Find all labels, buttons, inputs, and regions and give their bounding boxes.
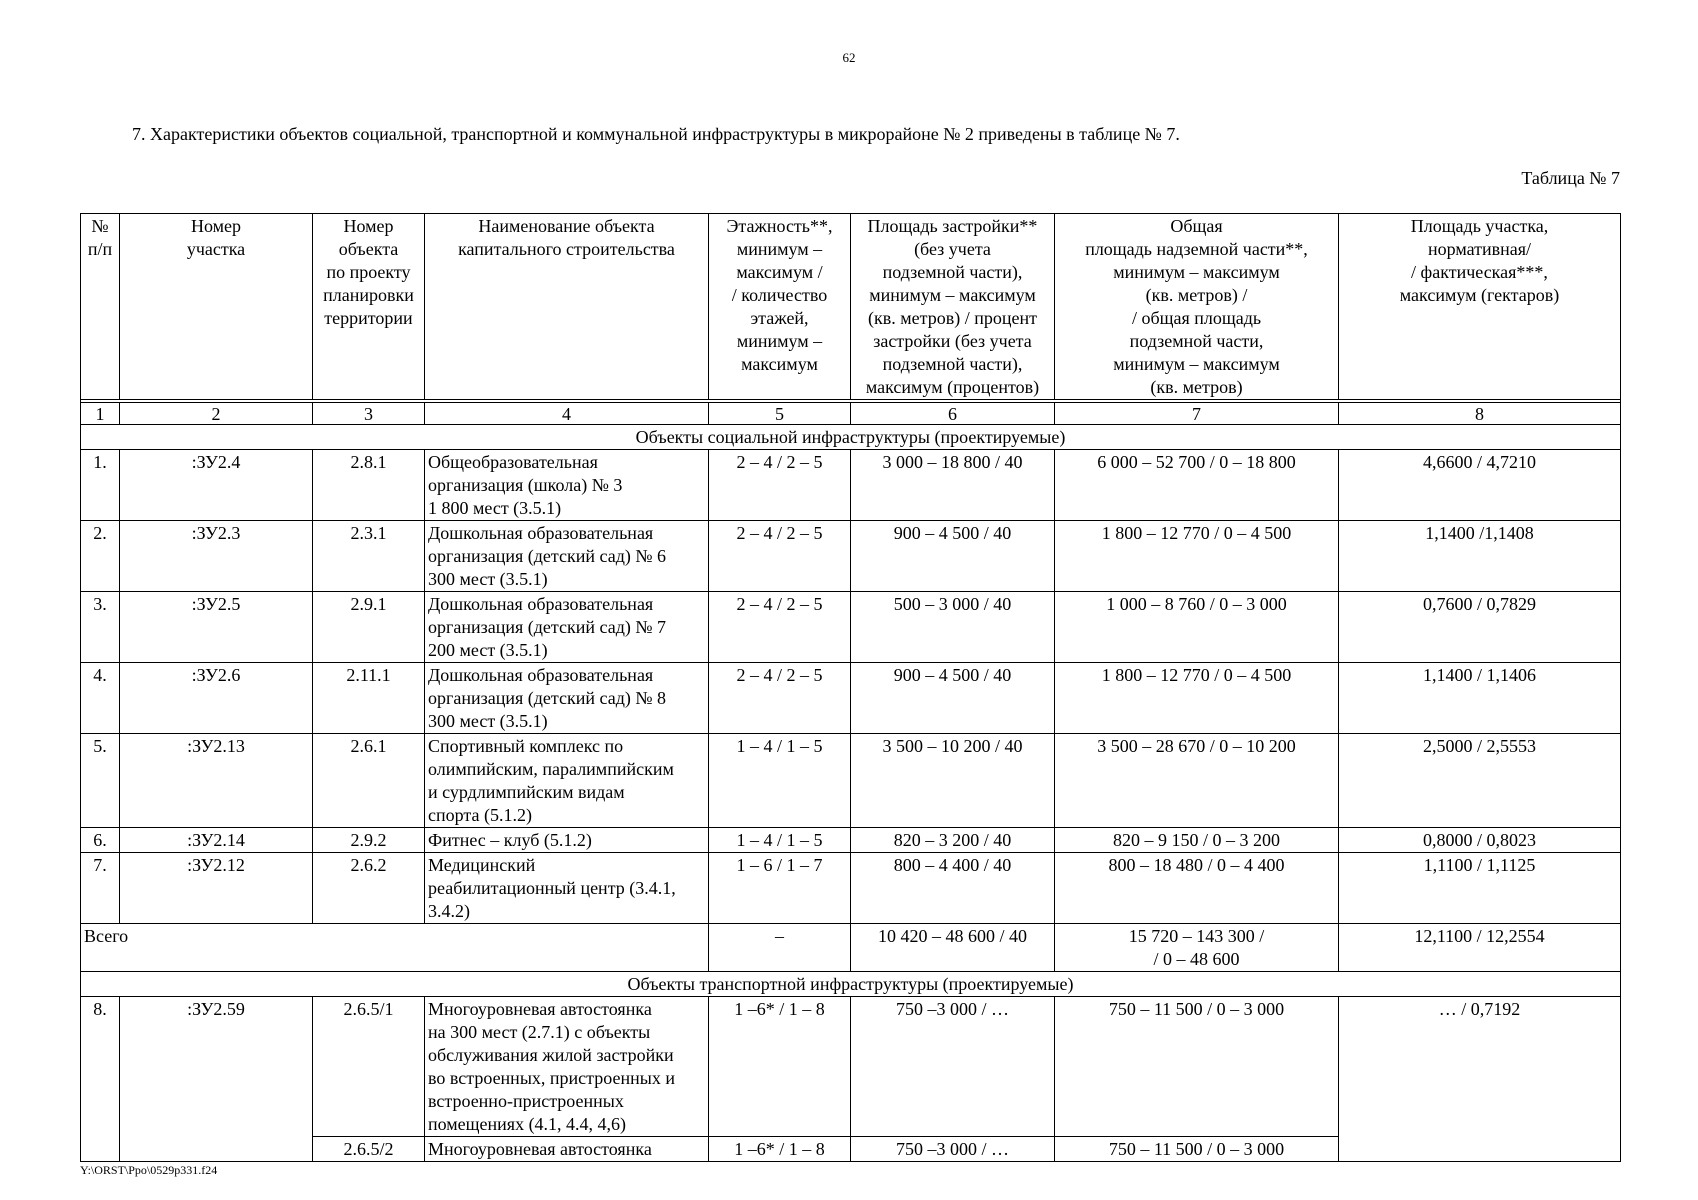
plot-number: :ЗУ2.6 xyxy=(120,663,313,734)
object-number: 2.6.5/2 xyxy=(313,1137,425,1162)
header-cell-built-area-line: максимум (процентов) xyxy=(865,377,1040,397)
site-area-value: 0,8000 / 0,8023 xyxy=(1339,828,1621,853)
header-cell-name-line: Наименование объекта xyxy=(478,216,655,236)
floors-value: 1 – 4 / 1 – 5 xyxy=(709,828,851,853)
floors-value: 2 – 4 / 2 – 5 xyxy=(709,592,851,663)
site-area-value: 2,5000 / 2,5553 xyxy=(1339,734,1621,828)
plot-number: :ЗУ2.5 xyxy=(120,592,313,663)
total-area-value: 1 800 – 12 770 / 0 – 4 500 xyxy=(1055,521,1339,592)
object-name-line: Фитнес – клуб (5.1.2) xyxy=(428,830,592,850)
section-title-social: Объекты социальной инфраструктуры (проектируемые) xyxy=(81,425,1621,450)
row-number: 3. xyxy=(81,592,120,663)
page-number: 62 xyxy=(842,50,856,65)
floors-value: 1 –6* / 1 – 8 xyxy=(709,1137,851,1162)
header-cell-object-line: Номер xyxy=(343,216,394,236)
floors-value: 2 – 4 / 2 – 5 xyxy=(709,521,851,592)
header-cell-object-line: объекта xyxy=(338,239,399,259)
built-area-value: 500 – 3 000 / 40 xyxy=(851,592,1055,663)
built-area-value: 3 000 – 18 800 / 40 xyxy=(851,450,1055,521)
header-cell-floors-line: минимум – xyxy=(736,239,823,259)
table-row xyxy=(81,450,1621,521)
header-cell-object xyxy=(313,214,425,400)
row-number: 4. xyxy=(81,663,120,734)
total-built-area: 10 420 – 48 600 / 40 xyxy=(851,924,1055,972)
built-area-value: 900 – 4 500 / 40 xyxy=(851,521,1055,592)
column-number: 2 xyxy=(120,403,313,425)
header-cell-built-area-line: подземной части), xyxy=(882,262,1023,282)
plot-number: :ЗУ2.3 xyxy=(120,521,313,592)
plot-number: :ЗУ2.59 xyxy=(120,997,313,1162)
site-area-value: 1,1400 / 1,1406 xyxy=(1339,663,1621,734)
header-cell-name xyxy=(425,214,709,400)
header-cell-built-area-line: Площадь застройки** xyxy=(867,216,1038,236)
column-number: 5 xyxy=(709,403,851,425)
header-cell-site-area-line: максимум (гектаров) xyxy=(1399,285,1560,305)
column-number: 6 xyxy=(851,403,1055,425)
header-cell-floors-line: / количество xyxy=(731,285,828,305)
header-cell-built-area-line: (кв. метров) / процент xyxy=(868,308,1037,328)
total-area-value: 3 500 – 28 670 / 0 – 10 200 xyxy=(1055,734,1339,828)
site-area-value: 0,7600 / 0,7829 xyxy=(1339,592,1621,663)
header-cell-total-area-line: (кв. метров) xyxy=(1150,377,1243,397)
plot-number: :ЗУ2.12 xyxy=(120,853,313,924)
row-number: 2. xyxy=(81,521,120,592)
object-name-line: и сурдлимпийским видам xyxy=(428,782,625,802)
row-number: 7. xyxy=(81,853,120,924)
table-caption: Таблица № 7 xyxy=(1521,168,1620,188)
built-area-value: 750 –3 000 / … xyxy=(851,997,1055,1137)
site-area-value: 1,1400 /1,1408 xyxy=(1339,521,1621,592)
header-cell-plot xyxy=(120,214,313,400)
object-name xyxy=(425,734,709,828)
header-cell-site-area-line: / фактическая***, xyxy=(1411,262,1548,282)
header-cell-total-area-line: площадь надземной части**, xyxy=(1085,239,1308,259)
header-row xyxy=(81,214,1621,400)
header-cell-total-area-line: / общая площадь xyxy=(1131,308,1262,328)
built-area-value: 3 500 – 10 200 / 40 xyxy=(851,734,1055,828)
floors-value: 1 – 6 / 1 – 7 xyxy=(709,853,851,924)
table-row xyxy=(81,828,1621,853)
object-name xyxy=(425,521,709,592)
object-name-line: организация (детский сад) № 6 xyxy=(428,546,667,566)
object-name xyxy=(425,1137,709,1162)
section-row-transport xyxy=(81,972,1621,997)
header-cell-total-area xyxy=(1055,214,1339,400)
object-name xyxy=(425,663,709,734)
header-cell-built-area-line: (без учета xyxy=(914,239,991,259)
plot-number: :ЗУ2.14 xyxy=(120,828,313,853)
file-path-footer: Y:\ORST\Ppo\0529p331.f24 xyxy=(80,1163,218,1177)
infrastructure-table xyxy=(80,213,1621,1162)
object-name-line: встроенно-пристроенных xyxy=(428,1091,624,1111)
header-cell-floors xyxy=(709,214,851,400)
row-number: 6. xyxy=(81,828,120,853)
object-name-line: организация (школа) № 3 xyxy=(428,475,623,495)
total-area-line: 15 720 – 143 300 / xyxy=(1128,926,1265,946)
object-name-line: Многоуровневая автостоянка xyxy=(428,999,652,1019)
total-floors: – xyxy=(709,924,851,972)
total-area-value: 1 000 – 8 760 / 0 – 3 000 xyxy=(1055,592,1339,663)
total-row xyxy=(81,924,1621,972)
header-cell-total-area-line: минимум – максимум xyxy=(1113,354,1280,374)
header-cell-floors-line: максимум / xyxy=(736,262,823,282)
object-name-line: Медицинский xyxy=(428,855,536,875)
header-cell-object-line: планировки xyxy=(323,285,414,305)
header-cell-site-area-line: Площадь участка, xyxy=(1410,216,1549,236)
object-name-line: Дошкольная образовательная xyxy=(428,594,654,614)
total-site-area: 12,1100 / 12,2554 xyxy=(1339,924,1621,972)
object-name xyxy=(425,450,709,521)
header-cell-plot-line: Номер xyxy=(190,216,242,236)
object-name-line: обслуживания жилой застройки xyxy=(428,1045,674,1065)
site-area-value: 1,1100 / 1,1125 xyxy=(1339,853,1621,924)
total-area xyxy=(1055,924,1339,972)
object-name-line: Многоуровневая автостоянка xyxy=(428,1139,652,1159)
section-title-transport: Объекты транспортной инфраструктуры (проектируемые) xyxy=(81,972,1621,997)
header-cell-built-area-line: минимум – максимум xyxy=(869,285,1036,305)
object-number: 2.8.1 xyxy=(313,450,425,521)
table-row xyxy=(81,734,1621,828)
object-name-line: реабилитационный центр (3.4.1, xyxy=(428,878,676,898)
floors-value: 1 – 4 / 1 – 5 xyxy=(709,734,851,828)
header-cell-built-area-line: подземной части), xyxy=(882,354,1023,374)
header-cell-floors-line: максимум xyxy=(741,354,818,374)
total-area-value: 750 – 11 500 / 0 – 3 000 xyxy=(1055,997,1339,1137)
floors-value: 1 –6* / 1 – 8 xyxy=(709,997,851,1137)
section-row-social xyxy=(81,425,1621,450)
table-row xyxy=(81,592,1621,663)
built-area-value: 750 –3 000 / … xyxy=(851,1137,1055,1162)
header-cell-site-area-line: нормативная/ xyxy=(1427,239,1532,259)
object-name-line: организация (детский сад) № 7 xyxy=(428,617,667,637)
total-label: Всего xyxy=(81,924,709,972)
table-row xyxy=(81,853,1621,924)
object-name-line: олимпийским, паралимпийским xyxy=(428,759,674,779)
plot-number: :ЗУ2.4 xyxy=(120,450,313,521)
row-number: 8. xyxy=(81,997,120,1162)
header-cell-floors-line: этажей, xyxy=(750,308,809,328)
header-cell-floors-line: Этажность**, xyxy=(726,216,833,236)
column-number: 8 xyxy=(1339,403,1621,425)
column-number: 4 xyxy=(425,403,709,425)
floors-value: 2 – 4 / 2 – 5 xyxy=(709,450,851,521)
built-area-value: 900 – 4 500 / 40 xyxy=(851,663,1055,734)
object-name-line: Дошкольная образовательная xyxy=(428,523,654,543)
object-name xyxy=(425,828,709,853)
header-cell-name-line: капитального строительства xyxy=(458,239,675,259)
header-cell-total-area-line: Общая xyxy=(1170,216,1223,236)
object-name-line: во встроенных, пристроенных и xyxy=(428,1068,675,1088)
object-number: 2.6.2 xyxy=(313,853,425,924)
object-name-line: 3.4.2) xyxy=(428,901,470,921)
built-area-value: 800 – 4 400 / 40 xyxy=(851,853,1055,924)
object-number: 2.9.1 xyxy=(313,592,425,663)
plot-number: :ЗУ2.13 xyxy=(120,734,313,828)
header-cell-built-area xyxy=(851,214,1055,400)
table-row xyxy=(81,663,1621,734)
total-area-value: 820 – 9 150 / 0 – 3 200 xyxy=(1055,828,1339,853)
header-cell-number xyxy=(81,214,120,400)
object-name xyxy=(425,592,709,663)
header-cell-total-area-line: подземной части, xyxy=(1129,331,1264,351)
header-cell-total-area-line: минимум – максимум xyxy=(1113,262,1280,282)
total-area-value: 1 800 – 12 770 / 0 – 4 500 xyxy=(1055,663,1339,734)
object-name-line: Общеобразовательная xyxy=(428,452,598,472)
header-cell-object-line: территории xyxy=(324,308,413,328)
header-cell-object-line: по проекту xyxy=(326,262,411,282)
table-row xyxy=(81,997,1621,1137)
column-number: 3 xyxy=(313,403,425,425)
object-number: 2.6.5/1 xyxy=(313,997,425,1137)
total-area-value: 6 000 – 52 700 / 0 – 18 800 xyxy=(1055,450,1339,521)
object-number: 2.11.1 xyxy=(313,663,425,734)
floors-value: 2 – 4 / 2 – 5 xyxy=(709,663,851,734)
column-number: 1 xyxy=(81,403,120,425)
total-area-value: 750 – 11 500 / 0 – 3 000 xyxy=(1055,1137,1339,1162)
intro-paragraph: 7. Характеристики объектов социальной, транспортной и коммунальной инфраструктуры в микрорайоне № 2 приведены в таблице № 7. xyxy=(132,124,1180,144)
table-row xyxy=(81,521,1621,592)
object-name-line: на 300 мест (2.7.1) с объекты xyxy=(428,1022,651,1042)
object-name-line: помещениях (4.1, 4.4, 4,6) xyxy=(428,1114,627,1134)
object-name-line: Дошкольная образовательная xyxy=(428,665,654,685)
object-number: 2.9.2 xyxy=(313,828,425,853)
row-number: 5. xyxy=(81,734,120,828)
header-cell-total-area-line: (кв. метров) / xyxy=(1145,285,1248,305)
header-cell-number-line: п/п xyxy=(87,239,113,259)
object-name-line: организация (детский сад) № 8 xyxy=(428,688,667,708)
column-number-row xyxy=(81,403,1621,425)
object-name-line: 300 мест (3.5.1) xyxy=(428,569,548,589)
object-name-line: 1 800 мест (3.5.1) xyxy=(428,498,562,518)
object-name-line: 300 мест (3.5.1) xyxy=(428,711,548,731)
object-name-line: Спортивный комплекс по xyxy=(428,736,624,756)
column-number: 7 xyxy=(1055,403,1339,425)
built-area-value: 820 – 3 200 / 40 xyxy=(851,828,1055,853)
header-cell-number-line: № xyxy=(91,216,109,236)
site-area-value: 4,6600 / 4,7210 xyxy=(1339,450,1621,521)
total-area-value: 800 – 18 480 / 0 – 4 400 xyxy=(1055,853,1339,924)
object-number: 2.6.1 xyxy=(313,734,425,828)
header-cell-plot-line: участка xyxy=(186,239,246,259)
header-cell-built-area-line: застройки (без учета xyxy=(873,331,1032,351)
object-number: 2.3.1 xyxy=(313,521,425,592)
header-cell-site-area xyxy=(1339,214,1621,400)
object-name-line: спорта (5.1.2) xyxy=(428,805,532,825)
header-cell-floors-line: минимум – xyxy=(736,331,823,351)
object-name xyxy=(425,997,709,1137)
object-name-line: 200 мест (3.5.1) xyxy=(428,640,548,660)
object-name xyxy=(425,853,709,924)
site-area-value: … / 0,7192 xyxy=(1339,997,1621,1162)
total-area-line: / 0 – 48 600 xyxy=(1153,949,1240,969)
row-number: 1. xyxy=(81,450,120,521)
